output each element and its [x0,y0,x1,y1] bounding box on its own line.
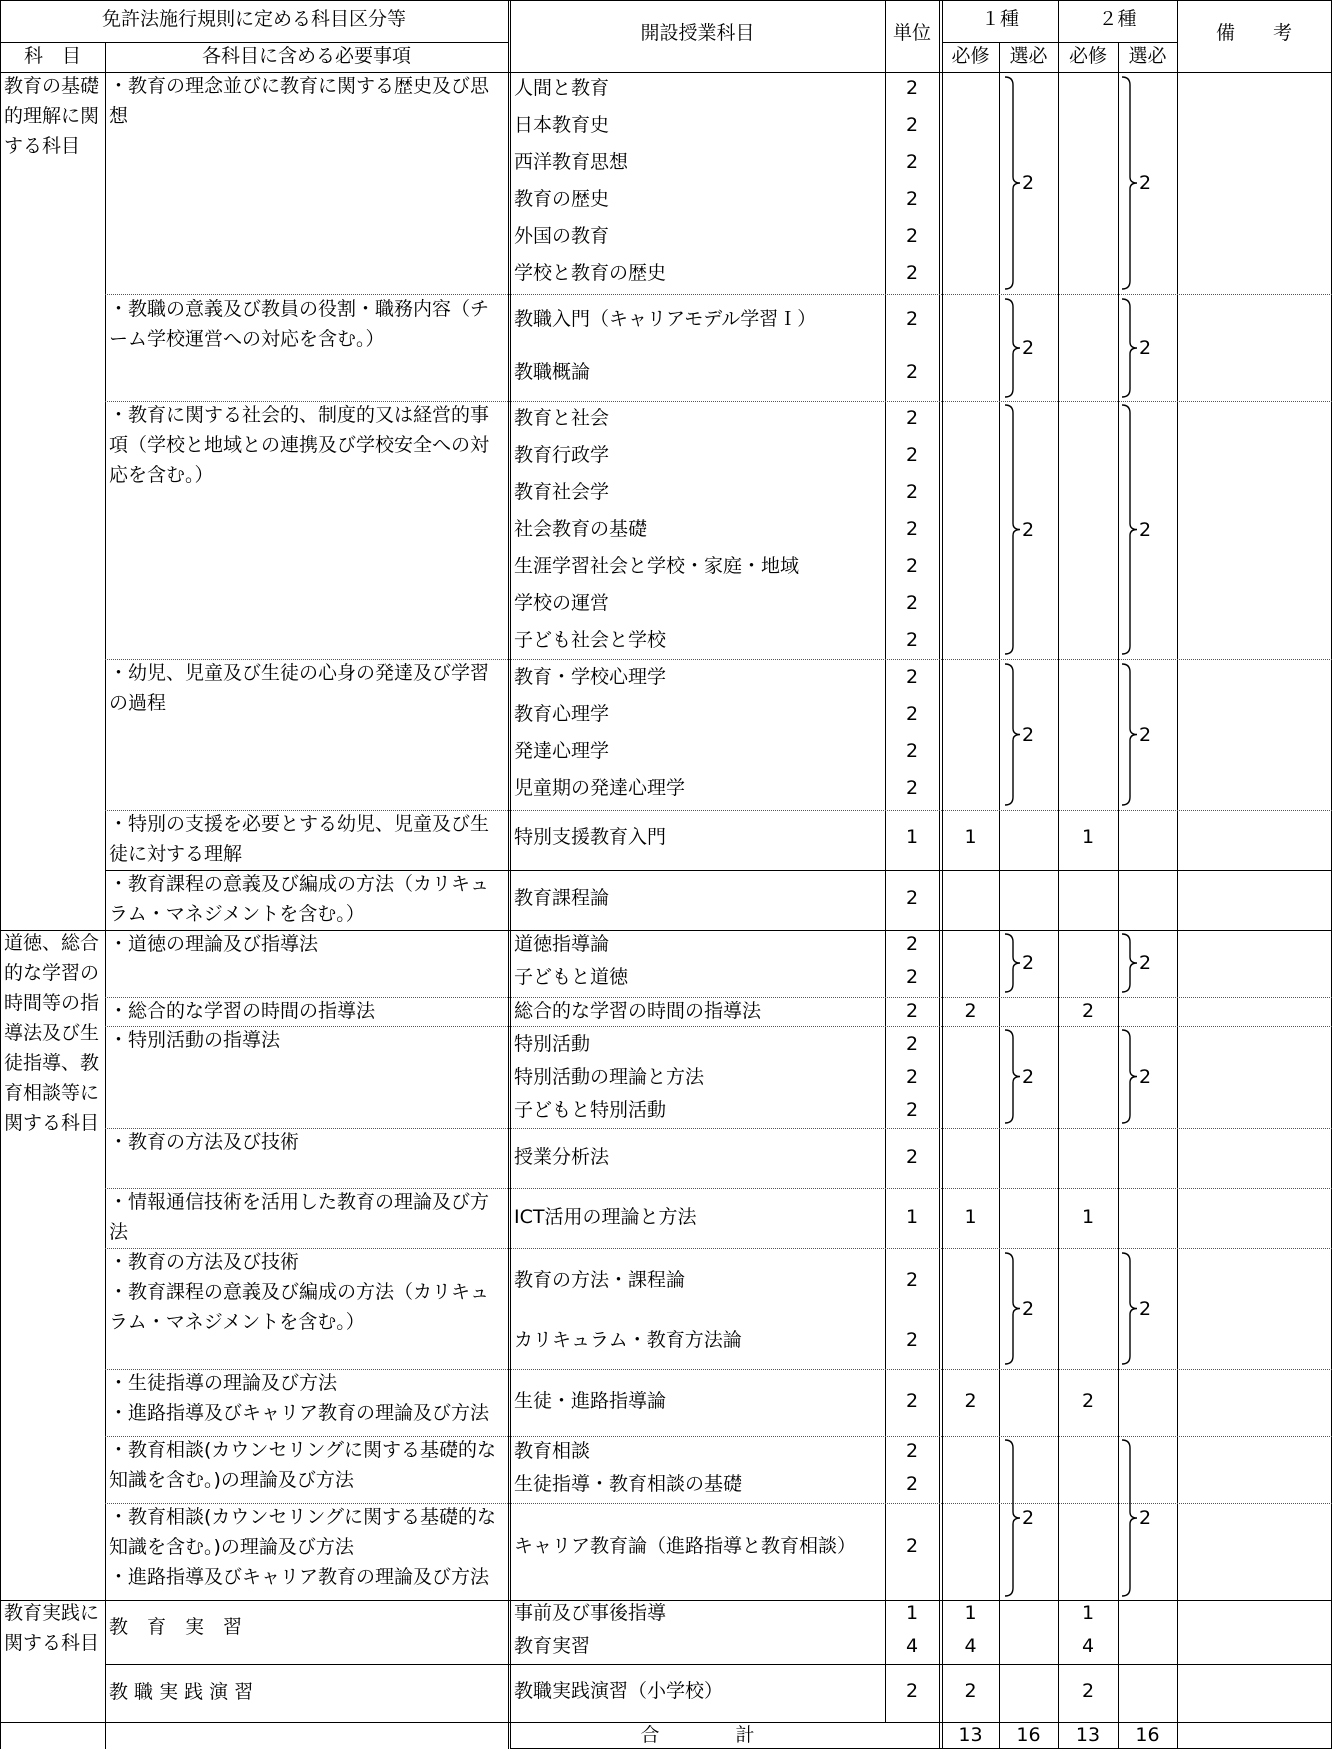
course-name: キャリア教育論（進路指導と教育相談） [514,1535,857,1557]
course-type2-required: 2 [1081,1390,1095,1412]
course-credits: 2 [905,361,919,383]
course-type1-required: 1 [964,1206,977,1228]
course-name: 子どもと道徳 [514,966,629,988]
course-name: 総合的な学習の時間の指導法 [514,1000,762,1022]
type1-elective-credits: 2 [1021,172,1035,194]
course-credits: 2 [905,1066,919,1088]
requirement-item: ・生徒指導の理論及び方法 [109,1372,338,1394]
total-type2-elective: 16 [1135,1724,1160,1746]
course-credits: 2 [905,1000,919,1022]
type2-elective-credits: 2 [1138,1065,1152,1088]
course-type2-required: 1 [1081,1602,1095,1624]
course-credits: 2 [905,1473,919,1495]
course-credits: 2 [905,151,919,173]
course-name: 事前及び事後指導 [514,1602,667,1624]
course-name: 学校の運営 [514,592,610,614]
course-credits: 2 [905,225,919,247]
requirement-item: ・道徳の理論及び指導法 [109,933,319,955]
type1-elective-credits: 2 [1021,723,1035,746]
total-type2-required: 13 [1075,1724,1101,1746]
course-name: 学校と教育の歴史 [514,262,667,284]
header-rule-category: 免許法施行規則に定める科目区分等 [101,8,406,30]
requirement-item: ・教育の理念並びに教育に関する歴史及び思想 [109,75,490,127]
requirement-item: ・教育課程の意義及び編成の方法（カリキュラム・マネジメントを含む。） [109,873,490,925]
course-type1-required: 2 [964,1390,977,1412]
course-name: 教職入門（キャリアモデル学習Ｉ） [514,308,817,330]
course-type1-required: 1 [964,826,977,848]
course-credits: 2 [905,703,919,725]
course-name: 道徳指導論 [514,933,610,955]
course-credits: 2 [905,188,919,210]
course-credits: 2 [905,481,919,503]
header-subject: 科 目 [23,45,81,67]
course-credits: 4 [905,1635,919,1657]
course-type2-required: 2 [1081,1680,1095,1702]
course-name: 教育実習 [514,1635,591,1657]
course-name: カリキュラム・教育方法論 [514,1329,742,1351]
course-credits: 1 [905,1206,919,1228]
course-credits: 2 [905,1099,919,1121]
course-name: 教育行政学 [514,444,610,466]
course-name: 社会教育の基礎 [514,518,648,540]
type1-elective-credits: 2 [1021,337,1035,359]
course-name: 教育の方法・課程論 [514,1269,686,1291]
category-guidance: 道徳、総合的な学習の時間等の指導法及び生徒指導、教育相談等に関する科目 [4,932,100,1134]
header-necessary: 各科目に含める必要事項 [201,45,411,67]
course-credits: 2 [905,1033,919,1055]
type2-elective-credits: 2 [1138,337,1152,359]
course-credits: 2 [905,1440,919,1462]
header-remarks: 備 考 [1215,22,1292,44]
requirement-item: ・特別の支援を必要とする幼児、児童及び生徒に対する理解 [109,813,490,865]
course-name: 児童期の発達心理学 [514,777,686,799]
course-name: 子ども社会と学校 [514,629,667,651]
course-credits: 2 [905,777,919,799]
category-practice: 教育実践に関する科目 [4,1602,100,1654]
type2-elective-credits: 2 [1138,723,1152,746]
course-credits: 2 [905,887,919,909]
course-credits: 2 [905,1329,919,1351]
course-name: ICT活用の理論と方法 [514,1206,697,1228]
course-name: 教職概論 [514,361,591,383]
header-type2-required: 必修 [1068,45,1107,67]
requirement-item: ・教育の方法及び技術 [109,1131,300,1153]
requirement-item: ・教育相談(カウンセリングに関する基礎的な知識を含む。)の理論及び方法 [109,1439,497,1491]
course-name: 教育相談 [514,1440,591,1462]
course-credits: 2 [905,1269,919,1291]
course-credits: 2 [905,555,919,577]
course-credits: 2 [905,592,919,614]
requirement-item: 教 職 実 践 演 習 [109,1681,254,1703]
course-credits: 2 [905,407,919,429]
course-name: 教育・学校心理学 [514,666,667,688]
header-credits: 単位 [892,22,931,44]
requirement-item: ・幼児、児童及び生徒の心身の発達及び学習の過程 [109,662,490,714]
course-credits: 2 [905,629,919,651]
course-name: 教職実践演習（小学校） [514,1680,724,1702]
course-type2-required: 2 [1081,1000,1095,1022]
course-credits: 2 [905,114,919,136]
course-name: 日本教育史 [514,114,610,136]
course-type1-required: 1 [964,1602,977,1624]
type2-elective-credits: 2 [1138,952,1152,974]
requirement-item: ・教育相談(カウンセリングに関する基礎的な知識を含む。)の理論及び方法 [109,1506,497,1558]
course-credits: 2 [905,666,919,688]
course-name: 西洋教育思想 [514,151,629,173]
type2-elective-credits: 2 [1138,172,1152,194]
type1-elective-credits: 2 [1021,952,1035,974]
course-credits: 2 [905,77,919,99]
course-name: 教育心理学 [514,703,610,725]
course-name: 授業分析法 [514,1146,610,1168]
type1-elective-credits: 2 [1021,1507,1035,1529]
type1-elective-credits: 2 [1021,1297,1035,1320]
requirement-item: ・教育の方法及び技術 [109,1251,300,1273]
course-type1-required: 4 [964,1635,977,1657]
course-credits: 2 [905,1390,919,1412]
course-credits: 2 [905,1146,919,1168]
type2-elective-credits: 2 [1138,518,1152,541]
course-type2-required: 1 [1081,1206,1095,1228]
total-type1-elective: 16 [1016,1724,1041,1746]
requirement-item: ・進路指導及びキャリア教育の理論及び方法 [109,1402,490,1424]
header-type1-required: 必修 [951,45,990,67]
requirement-item: ・情報通信技術を活用した教育の理論及び方法 [109,1191,490,1243]
course-credits: 1 [905,1602,919,1624]
requirement-item: ・教職の意義及び教員の役割・職務内容（チーム学校運営への対応を含む。） [109,298,490,350]
course-credits: 2 [905,1680,919,1702]
course-name: 教育社会学 [514,481,610,503]
course-credits: 2 [905,444,919,466]
course-name: 外国の教育 [514,225,610,247]
course-name: 生徒・進路指導論 [514,1390,667,1412]
course-credits: 2 [905,1535,919,1557]
course-name: 特別活動の理論と方法 [514,1066,705,1088]
course-credits: 2 [905,262,919,284]
requirement-item: 教 育 実 習 [109,1616,243,1638]
course-credits: 2 [905,966,919,988]
header-type2: ２種 [1098,8,1137,30]
requirement-item: ・教育課程の意義及び編成の方法（カリキュラム・マネジメントを含む。） [109,1281,490,1333]
header-type1-elective: 選必 [1009,45,1048,67]
course-credits: 2 [905,933,919,955]
category-foundation: 教育の基礎的理解に関する科目 [4,75,100,157]
course-credits: 2 [905,740,919,762]
course-credits: 1 [905,826,919,848]
course-name: 発達心理学 [514,740,610,762]
requirement-item: ・教育に関する社会的、制度的又は経営的事項（学校と地域との連携及び学校安全への対応を含む。） [109,404,490,486]
type1-elective-credits: 2 [1021,1065,1035,1088]
type2-elective-credits: 2 [1138,1297,1152,1320]
header-type1: １種 [980,8,1019,30]
course-name: 教育の歴史 [514,188,610,210]
course-name: 教育課程論 [514,887,610,909]
total-label: 合 計 [640,1724,755,1746]
course-name: 特別支援教育入門 [514,826,667,848]
requirement-item: ・総合的な学習の時間の指導法 [109,1000,376,1022]
course-credits: 2 [905,518,919,540]
header-course: 開設授業科目 [640,22,755,44]
header-type2-elective: 選必 [1128,45,1167,67]
course-name: 生徒指導・教育相談の基礎 [514,1473,743,1495]
total-type1-required: 13 [958,1724,983,1746]
course-type1-required: 2 [964,1000,977,1022]
course-credits: 2 [905,308,919,330]
requirement-item: ・進路指導及びキャリア教育の理論及び方法 [109,1566,490,1588]
type1-elective-credits: 2 [1021,518,1035,541]
course-name: 子どもと特別活動 [514,1099,667,1121]
course-type1-required: 2 [964,1680,977,1702]
type2-elective-credits: 2 [1138,1507,1152,1529]
requirement-item: ・特別活動の指導法 [109,1029,281,1051]
course-name: 人間と教育 [514,77,610,99]
course-name: 特別活動 [514,1033,591,1055]
course-name: 生涯学習社会と学校・家庭・地域 [514,555,800,577]
course-type2-required: 1 [1081,826,1095,848]
course-name: 教育と社会 [514,407,610,429]
course-type2-required: 4 [1081,1635,1095,1657]
